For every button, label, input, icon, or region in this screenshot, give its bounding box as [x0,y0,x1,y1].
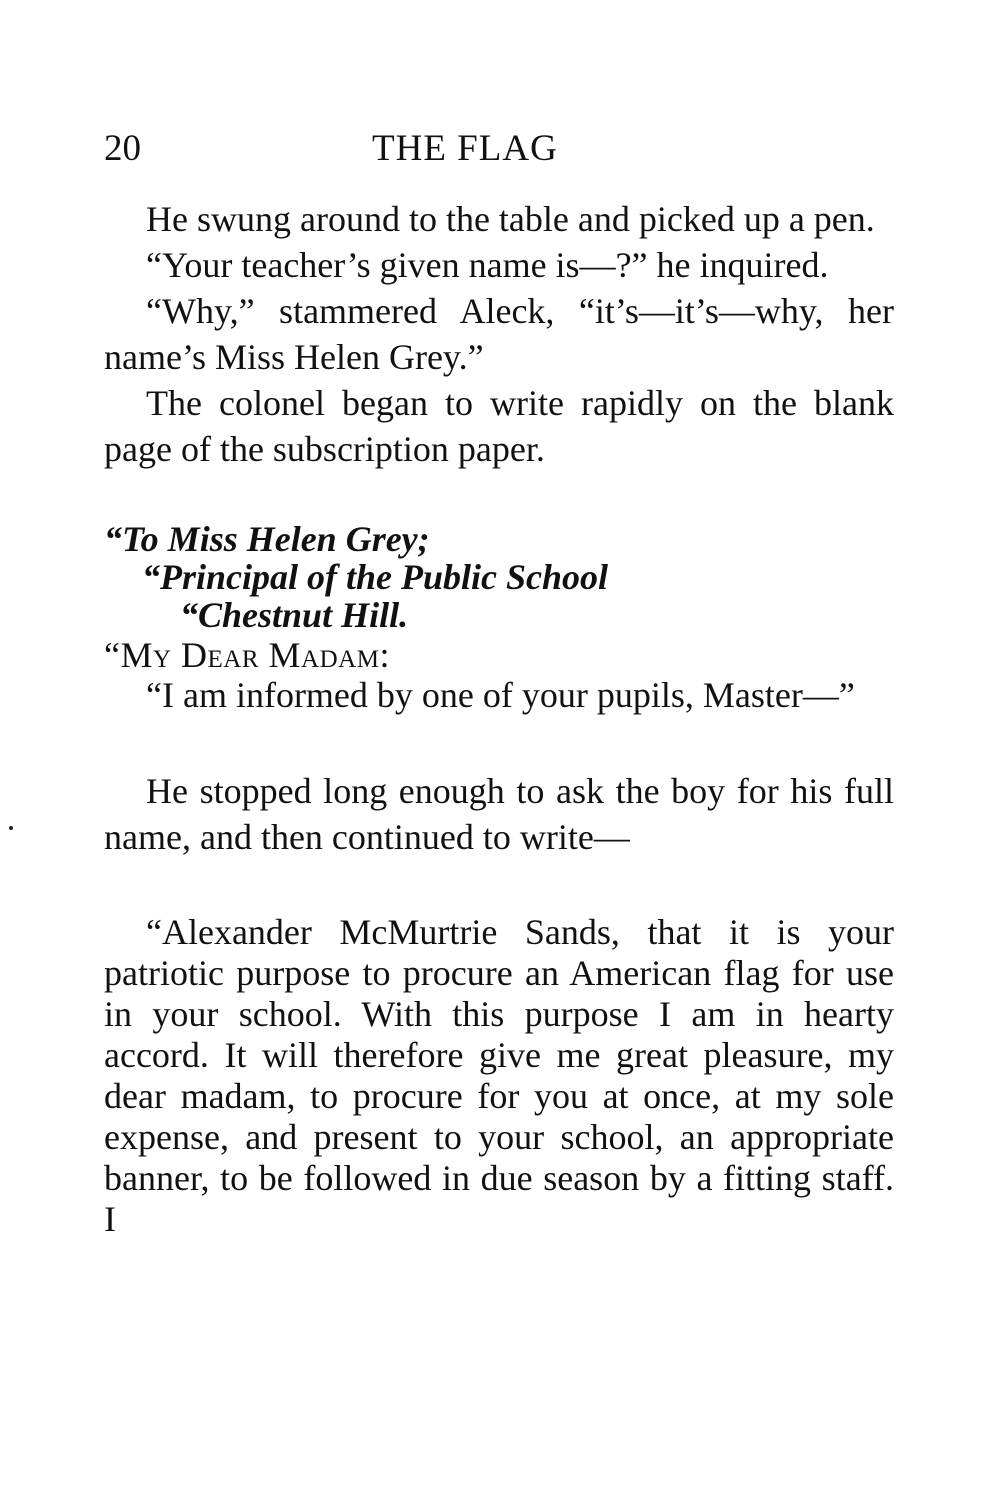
letter-address-line: “Principal of the Public School [142,557,609,597]
running-title: THE FLAG [372,128,558,169]
page-body [104,196,894,1240]
letter-address-line: “To Miss Helen Grey; [104,519,430,559]
narration-paragraph: He stopped long enough to ask the boy for his full name, and then continued to write— [104,771,894,857]
letter-address-line: “Chestnut Hill. [180,595,409,635]
letter-body: “I am informed by one of your pupils, Master—” [146,675,855,715]
letter-block [104,520,894,716]
letter-salutation: “My Dear Madam: [104,635,390,675]
page-number: 20 [104,128,141,169]
paragraph: “Why,” stammered Aleck, “it’s—it’s—why, her name’s Miss Helen Grey.” [104,291,894,377]
page-header [104,124,894,174]
letter-continued-paragraph: “Alexander McMurtrie Sands, that it is your patriotic purpose to procure an American flag for use in your school. With this purpose I am in hearty accord. It will therefore give me great pleasure, my dear madam, to procure for you at once, at my sole expense, and present to your school, an appropriate banner, to be followed in due season by a fitting staff. I [104,912,894,1239]
paragraph: He swung around to the table and picked up a pen. [146,199,875,239]
stray-ink-mark [9,826,13,830]
paragraph: “Your teacher’s given name is—?” he inquired. [146,245,829,285]
paragraph: The colonel began to write rapidly on the blank page of the subscription paper. [104,383,894,469]
